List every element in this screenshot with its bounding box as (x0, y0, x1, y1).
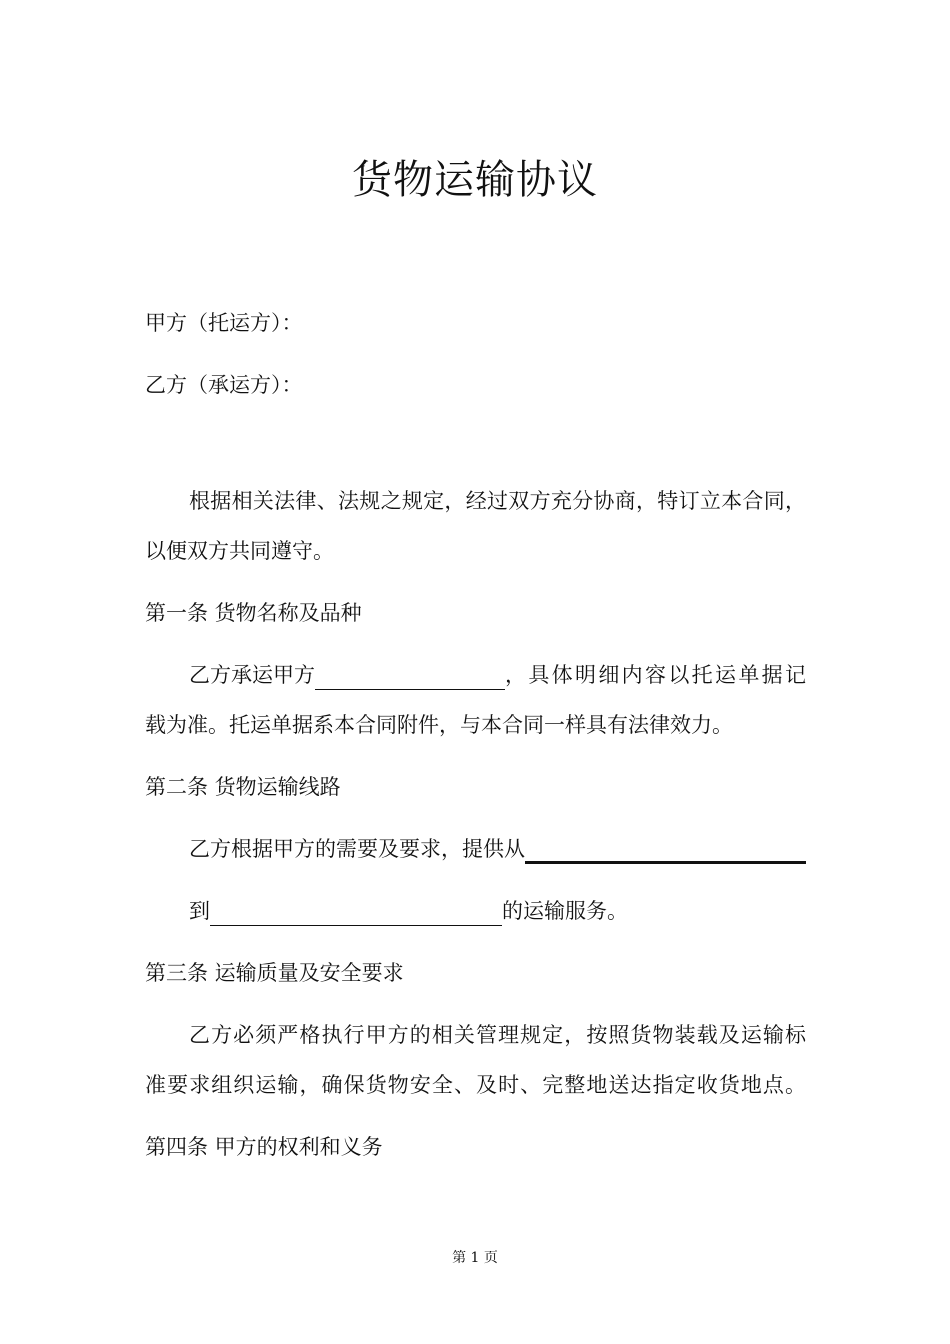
party-a-label: 甲方（托运方）： (145, 311, 303, 335)
article-3-line-2: 准要求组织运输，确保货物安全、及时、完整地送达指定收货地点。 (145, 1073, 806, 1097)
article-2-heading: 第二条 货物运输线路 (145, 775, 341, 799)
page-number-footer: 第 1 页 (452, 1250, 498, 1266)
article-3-heading: 第三条 运输质量及安全要求 (145, 961, 404, 985)
article-2-text-a: 乙方根据甲方的需要及要求，提供从 (189, 837, 525, 861)
article-1-text-b: ，具体明细内容以托运单据记 (505, 663, 806, 687)
intro-paragraph-line-1: 根据相关法律、法规之规定，经过双方充分协商，特订立本合同， (189, 489, 806, 513)
article-1-line-1 (189, 660, 806, 690)
article-3-line-1: 乙方必须严格执行甲方的相关管理规定，按照货物装载及运输标 (189, 1023, 806, 1047)
article-1-line-2: 载为准。托运单据系本合同附件，与本合同一样具有法律效力。 (145, 713, 733, 737)
article-2-line-2 (189, 896, 628, 926)
route-destination-blank (210, 901, 502, 926)
article-2-line-1 (189, 834, 806, 864)
document-title: 货物运输协议 (352, 157, 598, 203)
article-2-to: 到 (189, 899, 210, 923)
article-1-heading: 第一条 货物名称及品种 (145, 601, 362, 625)
article-1-text-a: 乙方承运甲方 (189, 663, 315, 687)
cargo-name-blank (315, 665, 505, 690)
intro-paragraph-line-2: 以便双方共同遵守。 (145, 539, 334, 563)
party-b-label: 乙方（承运方）： (145, 373, 303, 397)
route-origin-blank (525, 837, 806, 864)
article-4-heading: 第四条 甲方的权利和义务 (145, 1135, 383, 1159)
article-2-text-b: 的运输服务。 (502, 899, 628, 923)
